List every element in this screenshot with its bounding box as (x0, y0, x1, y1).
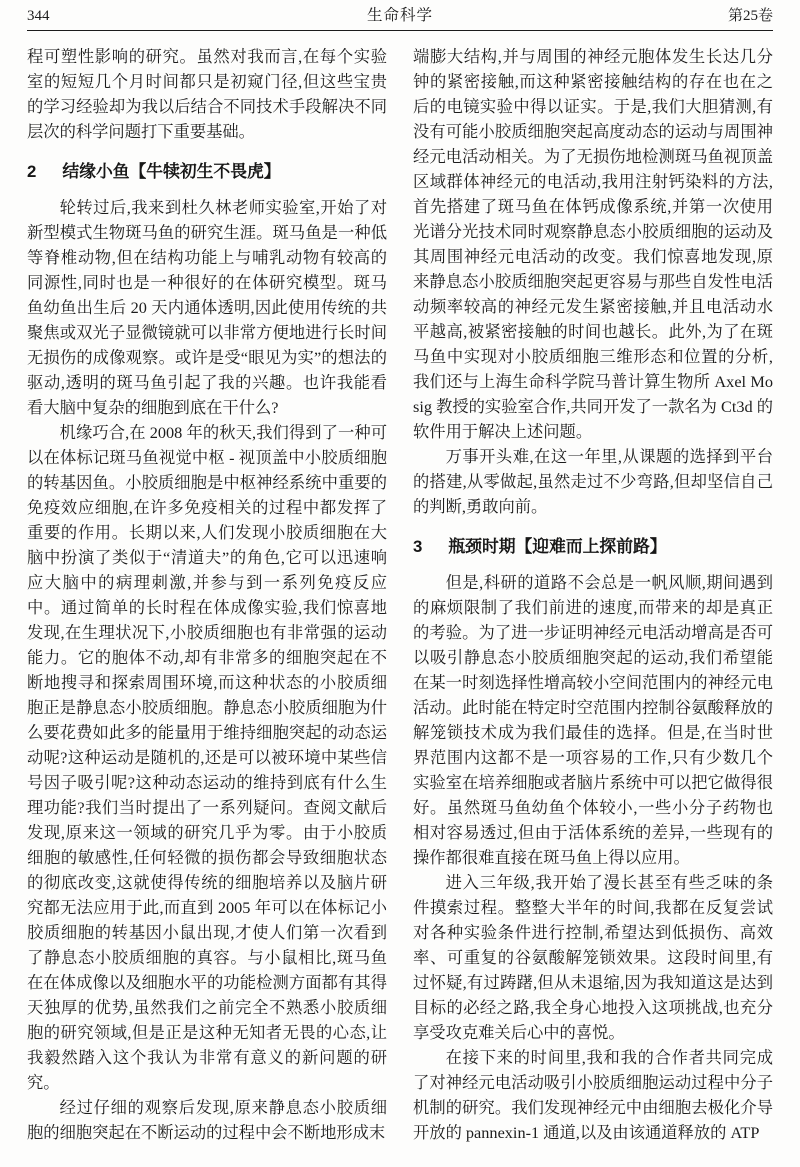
volume-label: 第25卷 (727, 8, 773, 24)
paragraph: 机缘巧合,在 2008 年的秋天,我们得到了一种可以在体标记斑马鱼视觉中枢 - 视顶盖中小胶质细胞的转基因鱼。小胶质细胞是中枢神经系统中重要的免疫效应细胞,在许多免疫相关的过程中都发挥了重要的作用。长期以来,人们发现小胶质细胞在大脑中扮演了类似于“清道夫”的角色,它可以迅速响应大脑中的病理刺激,并参与到一系列免疫反应中。通过简单的长时程在体成像实验,我们惊喜地发现,在生理状况下,小胶质细胞也有非常强的运动能力。它的胞体不动,却有非常多的细胞突起在不断地搜寻和探索周围环境,而这种状态的小胶质细胞正是静息态小胶质细胞。静息态小胶质细胞为什么要花费如此多的能量用于维持细胞突起的动态运动呢?这种运动是随机的,还是可以被环境中某些信号因子吸引呢?这种动态运动的维持到底有什么生理功能?我们当时提出了一系列疑问。查阅文献后发现,原来这一领域的研究几乎为零。由于小胶质细胞的敏感性,任何轻微的损伤都会导致细胞状态的彻底改变,这就使得传统的细胞培养以及脑片研究都无法应用于此,而直到 2005 年可以在体标记小胶质细胞的转基因小鼠出现,才使人们第一次看到了静息态小胶质细胞的真容。与小鼠相比,斑马鱼在在体成像以及细胞水平的功能检测方面都有其得天独厚的优势,虽然我们之前完全不熟悉小胶质细胞的研究领域,但是正是这种无知者无畏的心态,让我毅然踏入这个我认为非常有意义的新问题的研究。 (27, 423, 387, 1092)
page-number: 344 (27, 8, 50, 24)
page-body (27, 44, 773, 1145)
paragraph: 程可塑性影响的研究。虽然对我而言,在每个实验室的短短几个月时间都只是初窥门径,但这些宝贵的学习经验却为我以后结合不同技术手段解决不同层次的科学问题打下重要基础。 (27, 47, 387, 141)
section-number: 2 (27, 162, 37, 181)
paragraph: 万事开头难,在这一年里,从课题的选择到平台的搭建,从零做起,虽然走过不少弯路,但却坚信自己的判断,勇敢向前。 (413, 447, 773, 516)
left-column (27, 44, 387, 1145)
paragraph: 轮转过后,我来到杜久林老师实验室,开始了对新型模式生物斑马鱼的研究生涯。斑马鱼是一种低等脊椎动物,但在结构功能上与哺乳动物有较高的同源性,同时也是一种很好的在体研究模型。斑马鱼幼鱼出生后 20 天内通体透明,因此使用传统的共聚焦或双光子显微镜就可以非常方便地进行长时间无损伤的成像观察。或许是受“眼见为实”的想法的驱动,透明的斑马鱼引起了我的兴趣。也许我能看看大脑中复杂的细胞到底在干什么? (27, 198, 387, 417)
running-head (27, 6, 773, 31)
section-title: 瓶颈时期【迎难而上探前路】 (448, 537, 667, 556)
paragraph: 但是,科研的道路不会总是一帆风顺,期间遇到的麻烦限制了我们前进的速度,而带来的却是真正的考验。为了进一步证明神经元电活动增高是否可以吸引静息态小胶质细胞突起的运动,我们希望能在某一时刻选择性增高较小空间范围内的神经元电活动。此时能在特定时空范围内控制谷氨酸释放的解笼锁技术成为我们最佳的选择。但是,在当时世界范围内这都不是一项容易的工作,只有少数几个实验室在培养细胞或者脑片系统中可以把它做得很好。虽然斑马鱼幼鱼个体较小,一些小分子药物也相对容易透过,但由于活体系统的差异,一些现有的操作都很难直接在斑马鱼上得以应用。 (413, 573, 773, 867)
section-heading (27, 159, 387, 184)
paragraph: 进入三年级,我开始了漫长甚至有些乏味的条件摸索过程。整整大半年的时间,我都在反复尝试对各种实验条件进行控制,希望达到低损伤、高效率、可重复的谷氨酸解笼锁效果。这段时间里,有过怀疑,有过踌躇,但从未退缩,因为我知道这是达到目标的必经之路,我全身心地投入这项挑战,也充分享受攻克难关后心中的喜悦。 (413, 873, 773, 1042)
right-column (413, 44, 773, 1145)
section-heading (413, 534, 773, 559)
journal-title: 生命科学 (366, 7, 433, 24)
section-title: 结缘小鱼【牛犊初生不畏虎】 (62, 162, 281, 181)
section-number: 3 (413, 537, 423, 556)
paragraph: 在接下来的时间里,我和我的合作者共同完成了对神经元电活动吸引小胶质细胞运动过程中分子机制的研究。我们发现神经元中由细胞去极化介导开放的 pannexin-1 通道,以及由该通道释放的 ATP (413, 1048, 773, 1142)
paragraph: 端膨大结构,并与周围的神经元胞体发生长达几分钟的紧密接触,而这种紧密接触结构的存在也在之后的电镜实验中得以证实。于是,我们大胆猜测,有没有可能小胶质细胞突起高度动态的运动与周围神经元电活动相关。为了无损伤地检测斑马鱼视顶盖区域群体神经元的电活动,我用注射钙染料的方法,首先搭建了斑马鱼在体钙成像系统,并第一次使用光谱分光技术同时观察静息态小胶质细胞的运动及其周围神经元电活动的改变。我们惊喜地发现,原来静息态小胶质细胞突起更容易与那些自发性电活动频率较高的神经元发生紧密接触,并且电活动水平越高,被紧密接触的时间也越长。此外,为了在斑马鱼中实现对小胶质细胞三维形态和位置的分析,我们还与上海生命科学院马普计算生物所 Axel Mosig 教授的实验室合作,共同开发了一款名为 Ct3d 的软件用于解决上述问题。 (413, 47, 774, 441)
paragraph: 经过仔细的观察后发现,原来静息态小胶质细胞的细胞突起在不断运动的过程中会不断地形成末 (27, 1098, 387, 1142)
